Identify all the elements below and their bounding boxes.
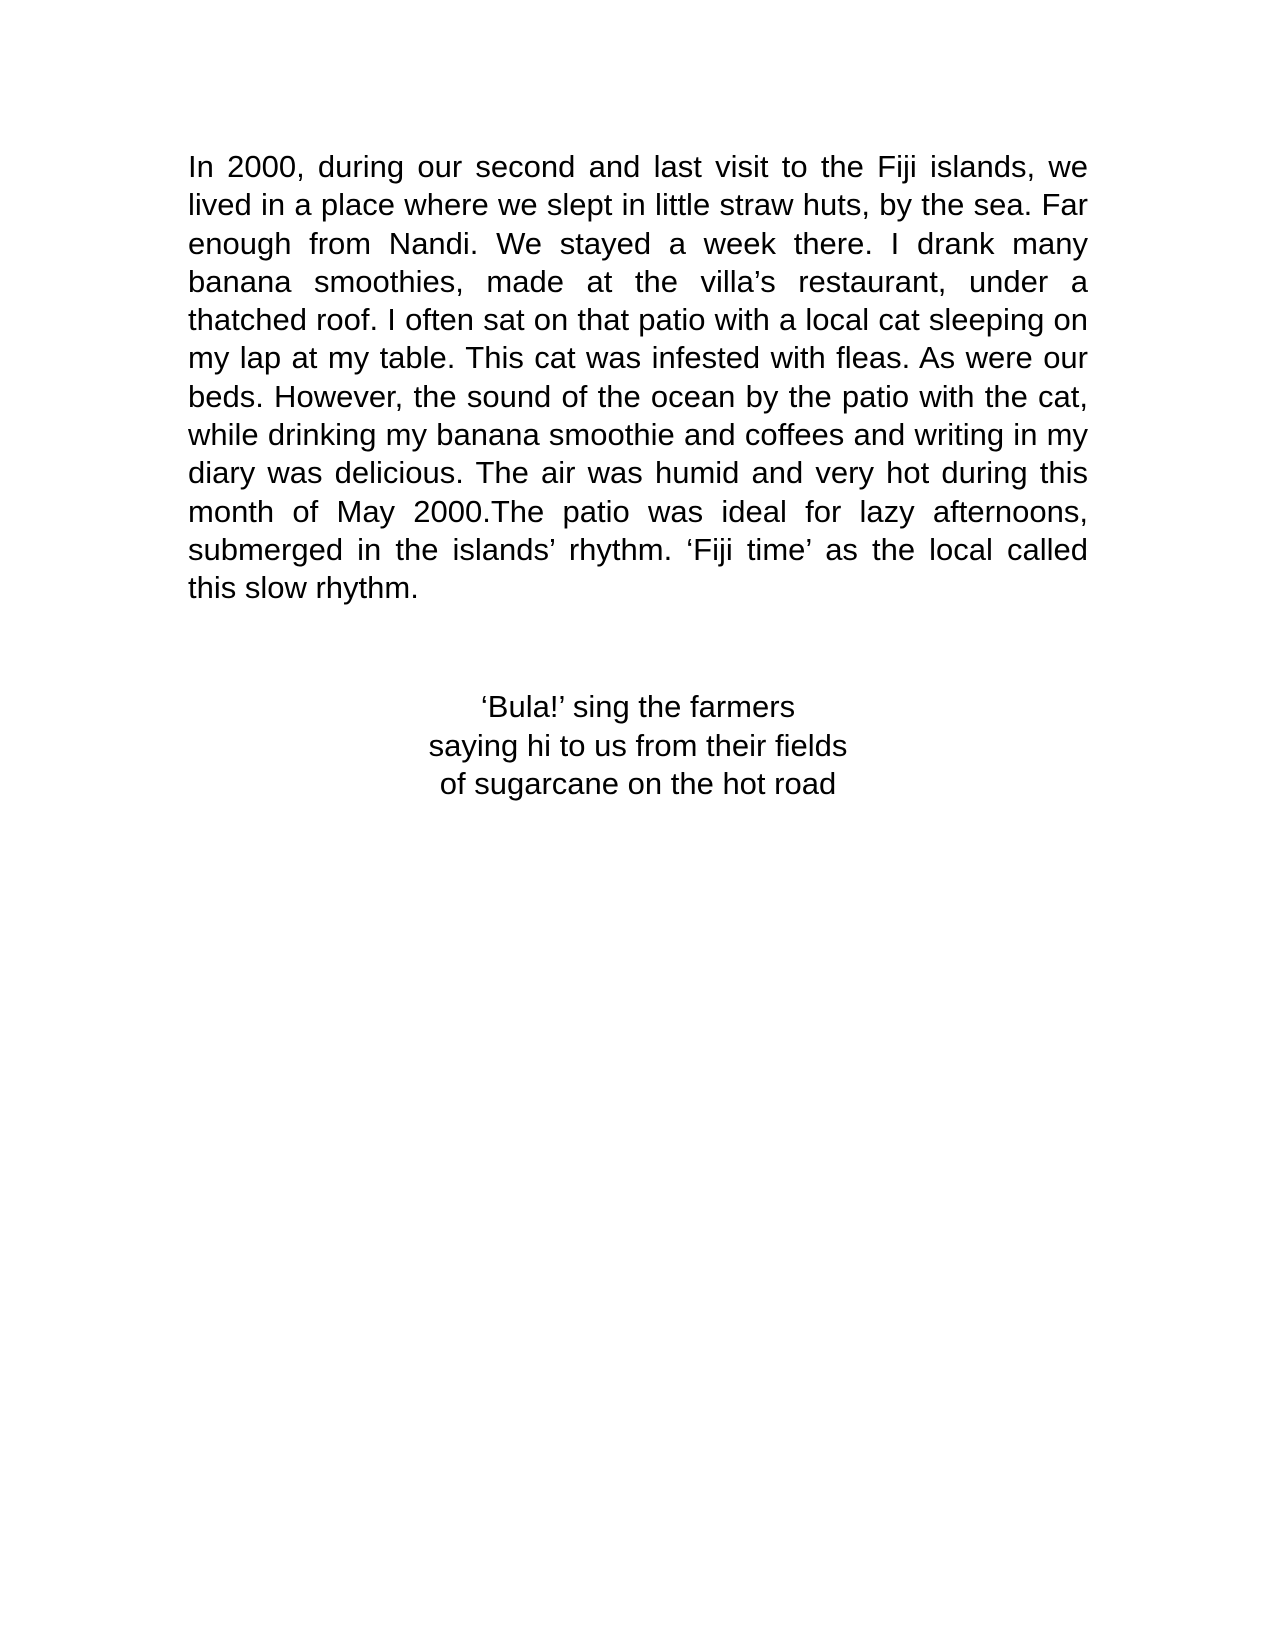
haiku-line-3: of sugarcane on the hot road xyxy=(439,766,837,801)
haiku-line-1: ‘Bula!’ sing the farmers xyxy=(480,689,796,724)
prose-paragraph: In 2000, during our second and last visit to the Fiji islands, we lived in a place where we slept in little straw huts, by the sea. Far enough from Nandi. We stayed a week there. I drank many banana smoothies, made at the villa’s restaurant, under a thatched roof. I often sat on that patio with a local cat sleeping on my lap at my table. This cat was infested with fleas. As were our beds. However, the sound of the ocean by the patio with the cat, while drinking my banana smoothie and coffees and writing in my diary was delicious. The air was humid and very hot during this month of May 2000.The patio was ideal for lazy afternoons, submerged in the islands’ rhythm. ‘Fiji time’ as the local called this slow rhythm. xyxy=(188,149,1088,606)
haiku xyxy=(188,688,1088,804)
haiku-line-2: saying hi to us from their fields xyxy=(428,727,848,763)
